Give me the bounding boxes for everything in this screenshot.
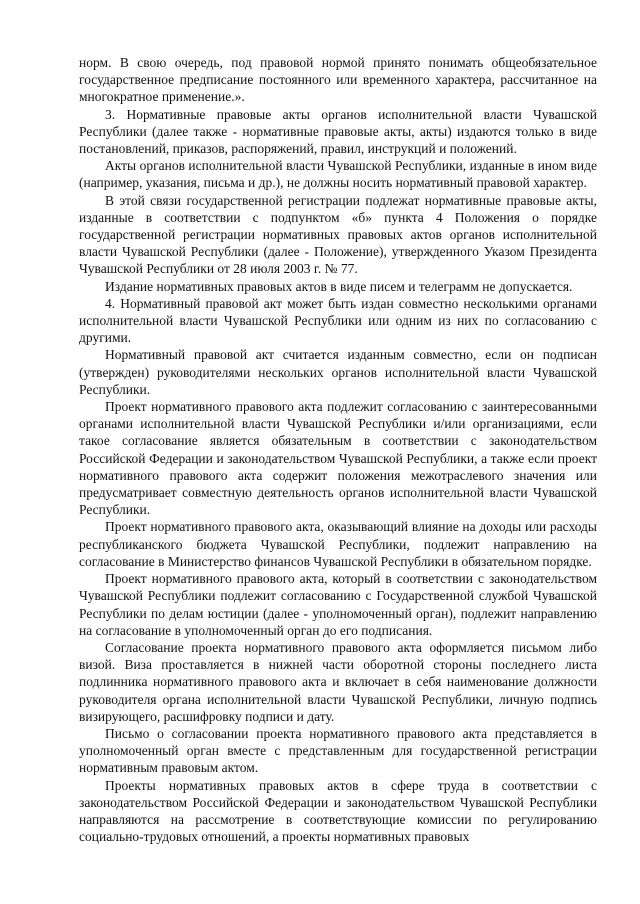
paragraph: 4. Нормативный правовой акт может быть издан совместно несколькими органами исполнительной власти Чувашской Республики или одним из них по согласованию с другими. (79, 295, 597, 346)
paragraph: норм. В свою очередь, под правовой нормой принято понимать общеобязательное государственное предписание постоянного или временного характера, рассчитанное на многократное применение.». (79, 55, 597, 105)
paragraph: Акты органов исполнительной власти Чувашской Республики, изданные в ином виде (например, указания, письма и др.), не должны носить нормативный правовой характер. (79, 158, 597, 191)
paragraph: Согласование проекта нормативного правового акта оформляется письмом либо визой. Виза проставляется в нижней части оборотной стороны последнего листа подлинника нормативного правового акта и включает в себя наименование должности руководителя органа исполнительной власти Чувашской Республики, личную подпись визирующего, расшифровку подписи и дату. (79, 639, 597, 724)
paragraph: Проект нормативного правового акта, который в соответствии с законодательством Чувашской Республики подлежит согласованию с Государственной службой Чувашской Республики по делам юстиции (далее - уполномоченный орган), подлежит направлению на согласование в уполномоченный орган до его подписания. (79, 571, 597, 638)
paragraph: Проект нормативного правового акта, оказывающий влияние на доходы или расходы республиканского бюджета Чувашской Республики, подлежит направлению на согласование в Министерство финансов Чувашской Республики в обязательном порядке. (79, 519, 597, 569)
document-page (79, 54, 597, 845)
paragraph: Проект нормативного правового акта подлежит согласованию с заинтересованными органами исполнительной власти Чувашской Республики и/или организациями, если такое согласование является обязательным в соответствии с законодательством Российской Федерации и законодательством Чувашской Республики, а также если проект нормативного правового акта содержит положения межотраслевого значения или предусматривает совместную деятельность органов исполнительной власти Чувашской Республики. (79, 399, 597, 518)
paragraph: Письмо о согласовании проекта нормативного правового акта представляется в уполномоченный орган вместе с представленным для государственной регистрации нормативным правовым актом. (79, 725, 597, 776)
paragraph: 3. Нормативные правовые акты органов исполнительной власти Чувашской Республики (далее также - нормативные правовые акты, акты) издаются только в виде постановлений, приказов, распоряжений, правил, инструкций и положений. (79, 106, 597, 157)
paragraph: Нормативный правовой акт считается изданным совместно, если он подписан (утвержден) руководителями нескольких органов исполнительной власти Чувашской Республики. (79, 347, 597, 397)
paragraph: Проекты нормативных правовых актов в сфере труда в соответствии с законодательством Российской Федерации и законодательством Чувашской Республики направляются на рассмотрение в соответствующие комиссии по регулированию социально-трудовых отношений, а проекты нормативных правовых (79, 777, 597, 845)
paragraph: В этой связи государственной регистрации подлежат нормативные правовые акты, изданные в соответствии с подпунктом «б» пункта 4 Положения о порядке государственной регистрации нормативных правовых актов органов исполнительной власти Чувашской Республики (далее - Положение), утвержденного Указом Президента Чувашской Республики от 28 июля 2003 г. № 77. (79, 192, 597, 277)
paragraph: Издание нормативных правовых актов в виде писем и телеграмм не допускается. (105, 278, 573, 294)
